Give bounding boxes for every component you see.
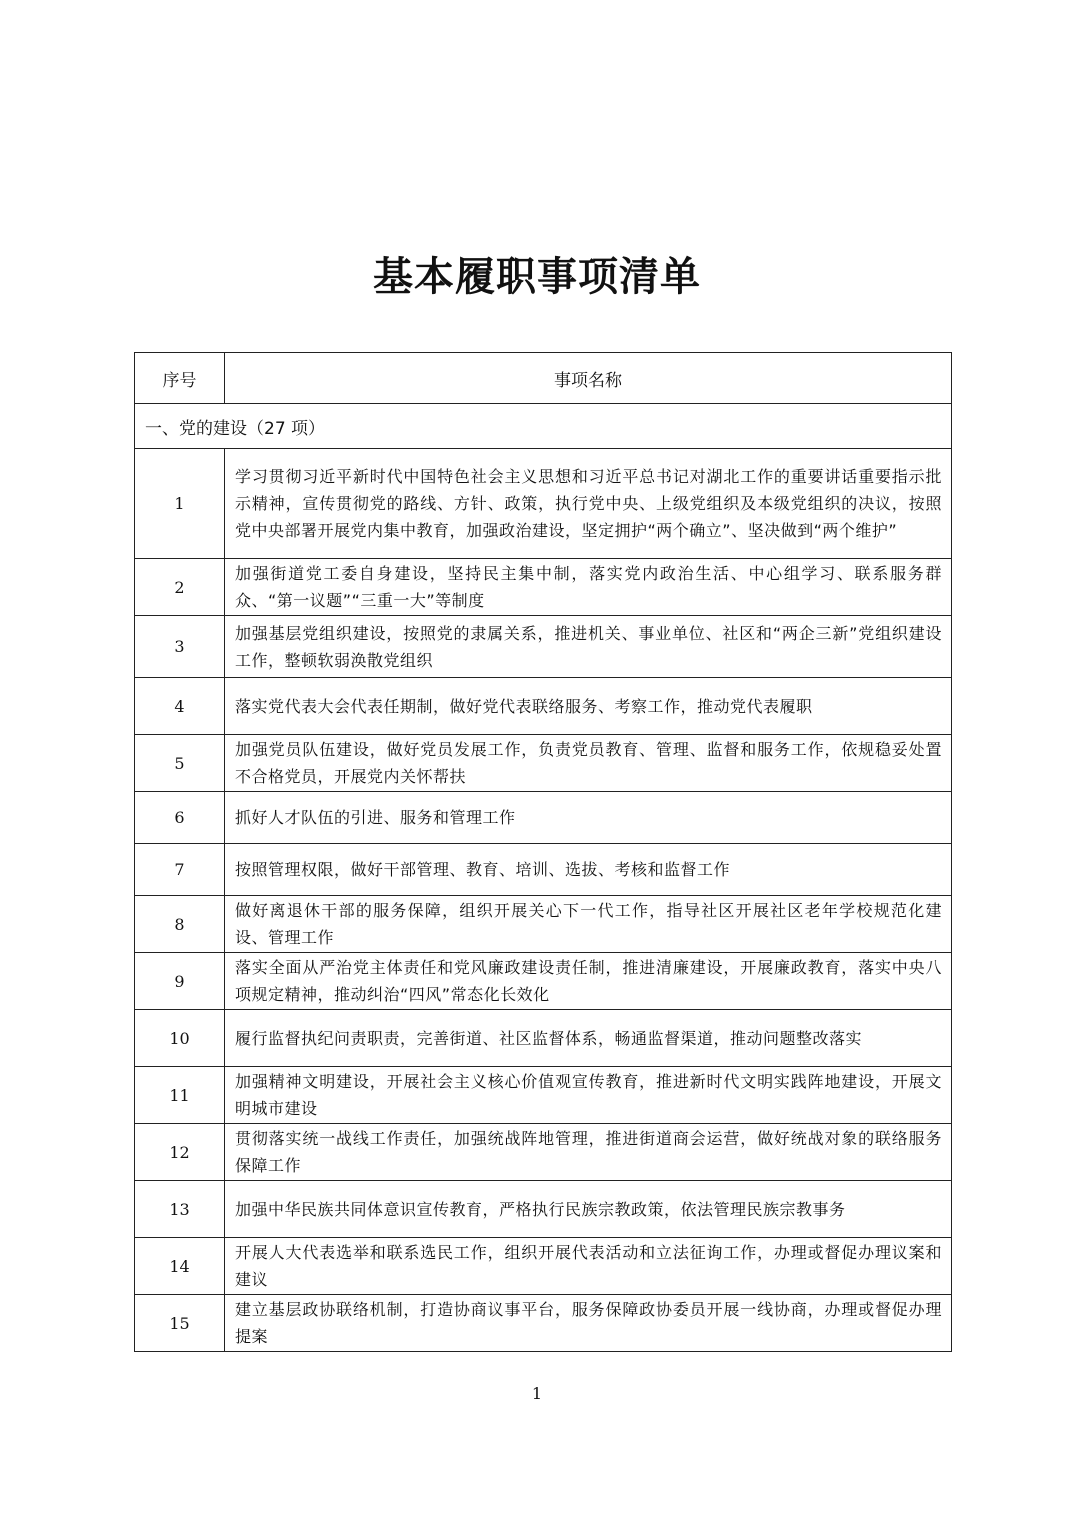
table-row bbox=[135, 1124, 952, 1181]
header-item-name: 事项名称 bbox=[225, 353, 952, 404]
page-title: 基本履职事项清单 bbox=[373, 253, 701, 300]
row-item-text: 抓好人才队伍的引进、服务和管理工作 bbox=[225, 792, 952, 844]
table-row bbox=[135, 1295, 952, 1352]
row-serial-number: 14 bbox=[135, 1238, 225, 1295]
table-row bbox=[135, 449, 952, 559]
row-serial-number: 2 bbox=[135, 559, 225, 616]
table-row bbox=[135, 735, 952, 792]
table-header-row bbox=[135, 353, 952, 404]
table-row bbox=[135, 1181, 952, 1238]
row-serial-number: 9 bbox=[135, 953, 225, 1010]
row-item-text: 加强基层党组织建设，按照党的隶属关系，推进机关、事业单位、社区和“两企三新”党组织建设工作，整顿软弱涣散党组织 bbox=[225, 616, 952, 678]
row-item-text: 按照管理权限，做好干部管理、教育、培训、选拔、考核和监督工作 bbox=[225, 844, 952, 896]
table-row bbox=[135, 616, 952, 678]
row-item-text: 加强精神文明建设，开展社会主义核心价值观宣传教育，推进新时代文明实践阵地建设，开展文明城市建设 bbox=[225, 1067, 952, 1124]
table-row bbox=[135, 896, 952, 953]
row-item-text: 加强党员队伍建设，做好党员发展工作，负责党员教育、管理、监督和服务工作，依规稳妥处置不合格党员，开展党内关怀帮扶 bbox=[225, 735, 952, 792]
row-item-text: 加强街道党工委自身建设，坚持民主集中制，落实党内政治生活、中心组学习、联系服务群众、“第一议题”“三重一大”等制度 bbox=[225, 559, 952, 616]
row-serial-number: 3 bbox=[135, 616, 225, 678]
duty-list-table bbox=[134, 352, 952, 1352]
row-serial-number: 7 bbox=[135, 844, 225, 896]
row-item-text: 落实党代表大会代表任期制，做好党代表联络服务、考察工作，推动党代表履职 bbox=[225, 678, 952, 735]
row-serial-number: 5 bbox=[135, 735, 225, 792]
row-item-text: 贯彻落实统一战线工作责任，加强统战阵地管理，推进街道商会运营，做好统战对象的联络服务保障工作 bbox=[225, 1124, 952, 1181]
row-item-text: 加强中华民族共同体意识宣传教育，严格执行民族宗教政策，依法管理民族宗教事务 bbox=[225, 1181, 952, 1238]
category-row bbox=[135, 404, 952, 449]
row-item-text: 建立基层政协联络机制，打造协商议事平台，服务保障政协委员开展一线协商，办理或督促办理提案 bbox=[225, 1295, 952, 1352]
header-serial-number: 序号 bbox=[135, 353, 225, 404]
row-serial-number: 6 bbox=[135, 792, 225, 844]
row-serial-number: 15 bbox=[135, 1295, 225, 1352]
row-serial-number: 11 bbox=[135, 1067, 225, 1124]
row-serial-number: 4 bbox=[135, 678, 225, 735]
row-item-text: 落实全面从严治党主体责任和党风廉政建设责任制，推进清廉建设，开展廉政教育，落实中央八项规定精神，推动纠治“四风”常态化长效化 bbox=[225, 953, 952, 1010]
row-item-text: 学习贯彻习近平新时代中国特色社会主义思想和习近平总书记对湖北工作的重要讲话重要指示批示精神，宣传贯彻党的路线、方针、政策，执行党中央、上级党组织及本级党组织的决议，按照党中央部署开展党内集中教育，加强政治建设，坚定拥护“两个确立”、坚决做到“两个维护” bbox=[225, 449, 952, 559]
row-serial-number: 10 bbox=[135, 1010, 225, 1067]
table-row bbox=[135, 1238, 952, 1295]
table-row bbox=[135, 678, 952, 735]
category-label: 一、党的建设（27 项） bbox=[135, 404, 952, 449]
row-serial-number: 8 bbox=[135, 896, 225, 953]
table-row bbox=[135, 953, 952, 1010]
row-item-text: 做好离退休干部的服务保障，组织开展关心下一代工作，指导社区开展社区老年学校规范化建设、管理工作 bbox=[225, 896, 952, 953]
table-row bbox=[135, 844, 952, 896]
table-row bbox=[135, 792, 952, 844]
row-serial-number: 1 bbox=[135, 449, 225, 559]
page-number: 1 bbox=[531, 1384, 543, 1403]
table-row bbox=[135, 1010, 952, 1067]
table-row bbox=[135, 1067, 952, 1124]
row-serial-number: 13 bbox=[135, 1181, 225, 1238]
row-serial-number: 12 bbox=[135, 1124, 225, 1181]
row-item-text: 履行监督执纪问责职责，完善街道、社区监督体系，畅通监督渠道，推动问题整改落实 bbox=[225, 1010, 952, 1067]
row-item-text: 开展人大代表选举和联系选民工作，组织开展代表活动和立法征询工作，办理或督促办理议案和建议 bbox=[225, 1238, 952, 1295]
table-row bbox=[135, 559, 952, 616]
